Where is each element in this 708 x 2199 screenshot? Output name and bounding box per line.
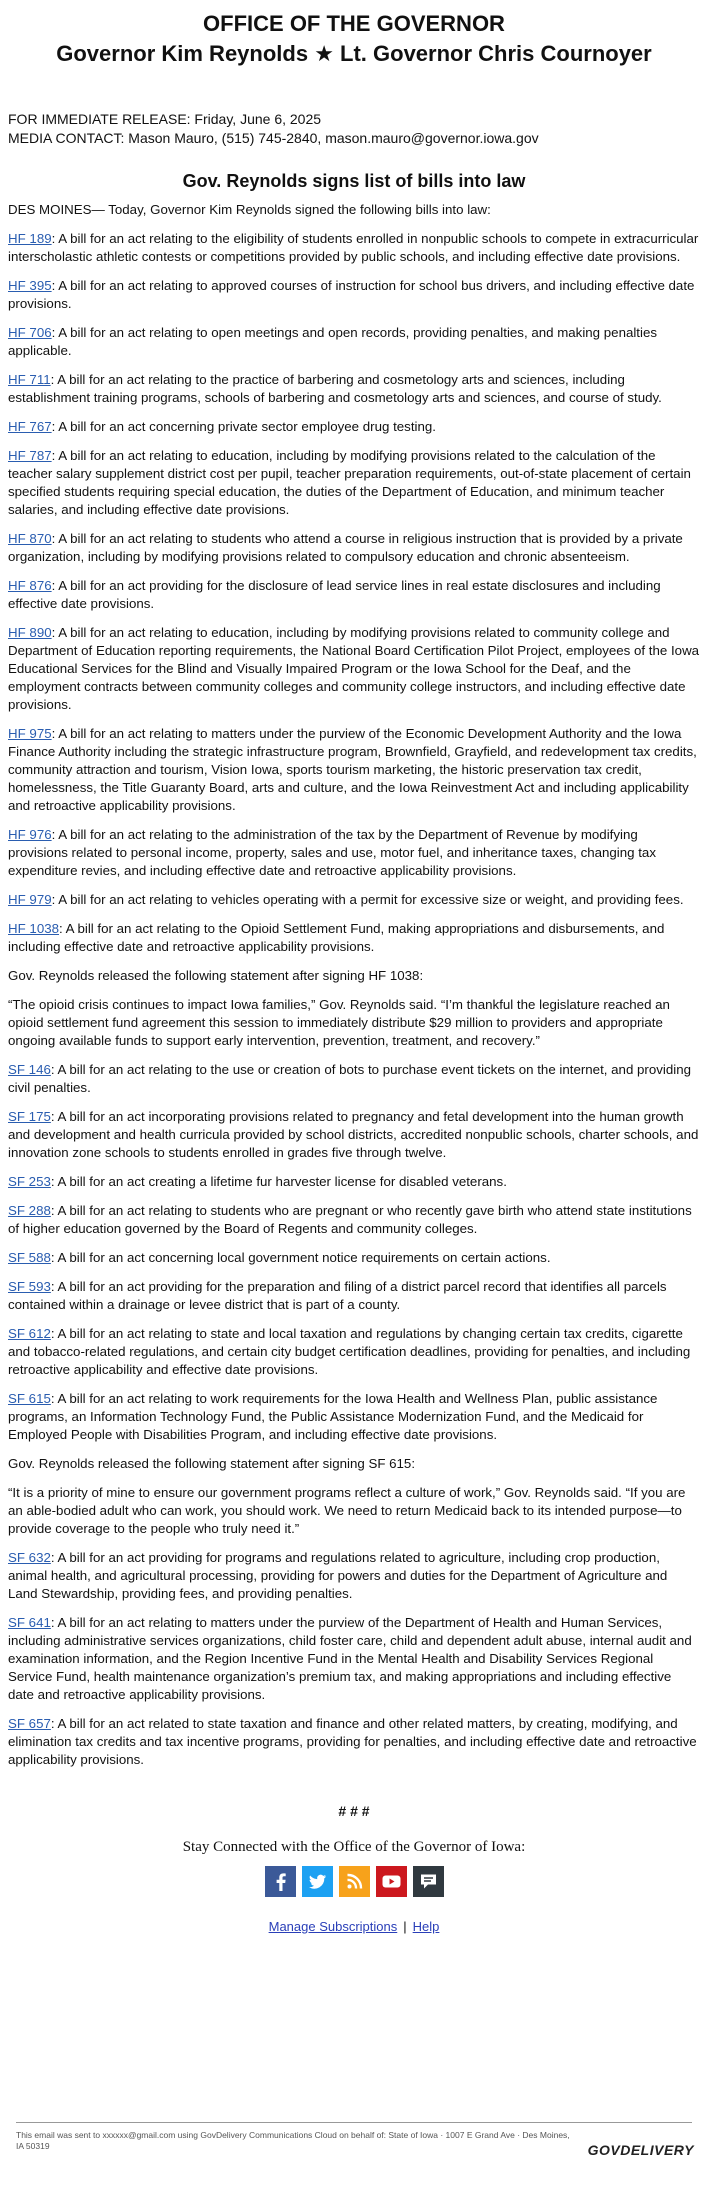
govdelivery-icon[interactable] bbox=[413, 1866, 444, 1897]
bill-link[interactable]: SF 288 bbox=[8, 1203, 51, 1218]
bill-link[interactable]: HF 711 bbox=[8, 372, 51, 387]
bill-list-1 bbox=[8, 230, 700, 956]
bill-description: : A bill for an act incorporating provisions related to pregnancy and fetal development into the human growth and development and health curricula provided by school districts, accredited nonpublic schools, charter schools, and innovation zone schools to students enrolled in grades five through twelve. bbox=[8, 1109, 699, 1160]
social-icons bbox=[0, 1866, 708, 1897]
bill-link[interactable]: SF 253 bbox=[8, 1174, 51, 1189]
bill-item bbox=[8, 418, 700, 436]
article-body bbox=[8, 201, 700, 1769]
rss-icon[interactable] bbox=[339, 1866, 370, 1897]
bill-item bbox=[8, 1202, 700, 1238]
bill-description: : A bill for an act creating a lifetime fur harvester license for disabled veterans. bbox=[50, 1174, 507, 1189]
office-title: OFFICE OF THE GOVERNOR bbox=[203, 11, 505, 36]
bill-description: : A bill for an act relating to the use or creation of bots to purchase event tickets on the internet, and providing civil penalties. bbox=[8, 1062, 691, 1095]
bill-link[interactable]: SF 593 bbox=[8, 1279, 51, 1294]
footer-divider bbox=[16, 2122, 692, 2123]
bill-description: : A bill for an act relating to vehicles operating with a permit for excessive size or weight, and providing fees. bbox=[51, 892, 684, 907]
bill-item bbox=[8, 826, 700, 880]
bill-link[interactable]: HF 876 bbox=[8, 578, 52, 593]
bill-description: : A bill for an act relating to open meetings and open records, providing penalties, and making penalties applicable. bbox=[8, 325, 658, 358]
bill-description: : A bill for an act concerning local government notice requirements on certain actions. bbox=[50, 1250, 551, 1265]
bill-item bbox=[8, 1715, 700, 1769]
bill-link[interactable]: HF 1038 bbox=[8, 921, 59, 936]
bill-item bbox=[8, 1549, 700, 1603]
bill-description: : A bill for an act relating to students who attend a course in religious instruction that is provided by a private organization, including by modifying provisions related to compulsory education and chronic absenteeism. bbox=[8, 531, 683, 564]
bill-description: : A bill for an act providing for the preparation and filing of a district parcel record that identifies all parcels contained within a drainage or levee district that is part of a county. bbox=[8, 1279, 667, 1312]
bill-item bbox=[8, 891, 700, 909]
link-separator: | bbox=[403, 1919, 407, 1934]
bill-link[interactable]: HF 979 bbox=[8, 892, 52, 907]
bill-item bbox=[8, 230, 700, 266]
facebook-icon[interactable] bbox=[265, 1866, 296, 1897]
bill-item bbox=[8, 530, 700, 566]
bill-item bbox=[8, 1249, 700, 1267]
bill-item bbox=[8, 624, 700, 714]
bill-link[interactable]: HF 890 bbox=[8, 625, 52, 640]
bill-description: : A bill for an act relating to approved courses of instruction for school bus drivers, and including effective date provisions. bbox=[8, 278, 695, 311]
bill-link[interactable]: HF 706 bbox=[8, 325, 52, 340]
bill-item bbox=[8, 1173, 700, 1191]
release-info bbox=[8, 110, 700, 148]
bill-link[interactable]: HF 767 bbox=[8, 419, 52, 434]
bill-item bbox=[8, 324, 700, 360]
bill-item bbox=[8, 1278, 700, 1314]
bill-description: : A bill for an act providing for the disclosure of lead service lines in real estate disclosures and including effective date provisions. bbox=[8, 578, 661, 611]
bill-link[interactable]: HF 189 bbox=[8, 231, 52, 246]
bill-link[interactable]: HF 870 bbox=[8, 531, 52, 546]
bill-description: : A bill for an act relating to matters under the purview of the Economic Development Authority and the Iowa Finance Authority including the strategic infrastructure program, Brownfield, Grayfield, and redevelopment tax credits, community attraction and tourism, Vision Iowa, sports tourism marketing, the historic preservation tax credit, homelessness, the Title Guaranty Board, arts and culture, and the Iowa Reinvestment Act and including applicability and retroactive applicability provisions. bbox=[8, 726, 697, 813]
bill-link[interactable]: SF 588 bbox=[8, 1250, 51, 1265]
bill-list-3 bbox=[8, 1549, 700, 1769]
bill-link[interactable]: HF 395 bbox=[8, 278, 52, 293]
bill-description: : A bill for an act relating to the Opioid Settlement Fund, making appropriations and disbursements, and including effective date and retroactive applicability provisions. bbox=[8, 921, 665, 954]
manage-subscriptions-link[interactable]: Manage Subscriptions bbox=[268, 1919, 398, 1934]
bill-item bbox=[8, 1614, 700, 1704]
stay-connected-text: Stay Connected with the Office of the Governor of Iowa: bbox=[182, 1839, 526, 1855]
bill-description: : A bill for an act relating to students who are pregnant or who recently gave birth who attend state institutions of higher education governed by the Board of Regents and community colleges. bbox=[8, 1203, 692, 1236]
statement-intro-1: Gov. Reynolds released the following statement after signing HF 1038: bbox=[8, 968, 424, 983]
bill-item bbox=[8, 1390, 700, 1444]
bill-item bbox=[8, 577, 700, 613]
headline: Gov. Reynolds signs list of bills into law bbox=[182, 171, 526, 191]
bill-link[interactable]: HF 976 bbox=[8, 827, 52, 842]
bill-link[interactable]: SF 632 bbox=[8, 1550, 51, 1565]
governors-line: Governor Kim Reynolds ★ Lt. Governor Chris Cournoyer bbox=[56, 41, 652, 66]
help-link[interactable]: Help bbox=[412, 1919, 440, 1934]
bill-link[interactable]: SF 615 bbox=[8, 1391, 51, 1406]
bill-description: : A bill for an act providing for programs and regulations related to agriculture, including crop production, animal health, and agricultural processing, providing for powers and duties for the Department of Agriculture and Land Stewardship, providing fees, and providing penalties. bbox=[8, 1550, 668, 1601]
bill-description: : A bill for an act relating to the eligibility of students enrolled in nonpublic schools to compete in extracurricular interscholastic athletic contests or competitions provided by public schools, and including effective date provisions. bbox=[8, 231, 699, 264]
media-contact: MEDIA CONTACT: Mason Mauro, (515) 745-2840, mason.mauro@governor.iowa.gov bbox=[8, 130, 539, 146]
bill-link[interactable]: SF 641 bbox=[8, 1615, 51, 1630]
bill-description: : A bill for an act relating to education, including by modifying provisions related to community college and Department of Education reporting requirements, the National Board Certification Pilot Project, employees of the Iowa Educational Services for the Blind and Visually Impaired Program or the Iowa School for the Deaf, and the employment contracts between community colleges and community college instructors, and including effective date provisions. bbox=[8, 625, 700, 712]
bill-item bbox=[8, 447, 700, 519]
bill-item bbox=[8, 920, 700, 956]
bill-link[interactable]: SF 612 bbox=[8, 1326, 51, 1341]
youtube-icon[interactable] bbox=[376, 1866, 407, 1897]
bill-item bbox=[8, 371, 700, 407]
bill-description: : A bill for an act relating to the administration of the tax by the Department of Revenue by modifying provisions related to personal income, property, sales and use, motor fuel, and inheritance taxes, changing tax expenditure revies, and including effective date and retroactive applicability provisions. bbox=[8, 827, 656, 878]
twitter-icon[interactable] bbox=[302, 1866, 333, 1897]
bill-link[interactable]: SF 657 bbox=[8, 1716, 51, 1731]
bill-list-2 bbox=[8, 1061, 700, 1444]
bill-item bbox=[8, 1061, 700, 1097]
bill-link[interactable]: SF 146 bbox=[8, 1062, 51, 1077]
bill-item bbox=[8, 725, 700, 815]
bill-description: : A bill for an act relating to matters under the purview of the Department of Health and Human Services, including administrative services organizations, child foster care, child and dependent adult abuse, internal audit and examination information, and the Region Incentive Fund in the Mental Health and Disability Services Regional Service Fund, health maintenance organization’s premium tax, and making appropriations and including effective date and retroactive applicability provisions. bbox=[8, 1615, 692, 1702]
bill-item bbox=[8, 277, 700, 313]
footer-disclaimer: This email was sent to xxxxxx@gmail.com using GovDelivery Communications Cloud on behalf of: State of Iowa · 1007 E Grand Ave · Des Moines, IA 50319 bbox=[16, 2130, 570, 2151]
bill-description: : A bill for an act relating to work requirements for the Iowa Health and Wellness Plan, public assistance programs, an Information Technology Fund, the Public Assistance Modernization Fund, and the Medicaid for Employed People with Disabilities Program, and including effective date provisions. bbox=[8, 1391, 658, 1442]
bill-description: : A bill for an act related to state taxation and finance and other related matters, by creating, modifying, and elimination tax credits and tax incentive programs, providing for penalties, and including effective date and retroactive applicability provisions. bbox=[8, 1716, 697, 1767]
bill-description: : A bill for an act relating to state and local taxation and regulations by changing certain tax credits, cigarette and tobacco-related regulations, and certain city budget certification deadlines, providing for penalties, and including retroactive applicability and effective date provisions. bbox=[8, 1326, 691, 1377]
statement-intro-2: Gov. Reynolds released the following statement after signing SF 615: bbox=[8, 1456, 416, 1471]
footer-links bbox=[0, 1919, 708, 1934]
release-date: FOR IMMEDIATE RELEASE: Friday, June 6, 2025 bbox=[8, 111, 322, 127]
bill-link[interactable]: SF 175 bbox=[8, 1109, 51, 1124]
bill-item bbox=[8, 1325, 700, 1379]
statement-quote-1: “The opioid crisis continues to impact Iowa families,” Gov. Reynolds said. “I’m thankful the legislature reached an opioid settlement fund agreement this session to immediately distribute $29 million to providers and appropriate ongoing available funds to support early intervention, prevention, treatment, and recovery.” bbox=[8, 997, 670, 1048]
govdelivery-logo: GOVDELIVERY bbox=[587, 2142, 694, 2158]
bill-link[interactable]: HF 975 bbox=[8, 726, 52, 741]
bill-description: : A bill for an act relating to the practice of barbering and cosmetology arts and sciences, including establishment training programs, schools of barbering and cosmetology arts and sciences, and course of study. bbox=[8, 372, 662, 405]
bill-link[interactable]: HF 787 bbox=[8, 448, 52, 463]
statement-quote-2: “It is a priority of mine to ensure our government programs reflect a culture of work,” Gov. Reynolds said. “If you are an able-bodied adult who can work, you should work. We need to return Medicaid back to its intended purpose—to provide coverage to the people who truly need it.” bbox=[8, 1485, 686, 1536]
end-mark: # # # bbox=[338, 1803, 370, 1819]
bill-description: : A bill for an act concerning private sector employee drug testing. bbox=[51, 419, 436, 434]
bill-item bbox=[8, 1108, 700, 1162]
bill-description: : A bill for an act relating to education, including by modifying provisions related to the calculation of the teacher salary supplement district cost per pupil, teacher preparation requirements, out-of-state placement of certain specified students requiring special education, the duties of the Department of Education, and minimum teacher salaries, and including effective date provisions. bbox=[8, 448, 691, 517]
intro-paragraph: DES MOINES— Today, Governor Kim Reynolds signed the following bills into law: bbox=[8, 202, 491, 217]
